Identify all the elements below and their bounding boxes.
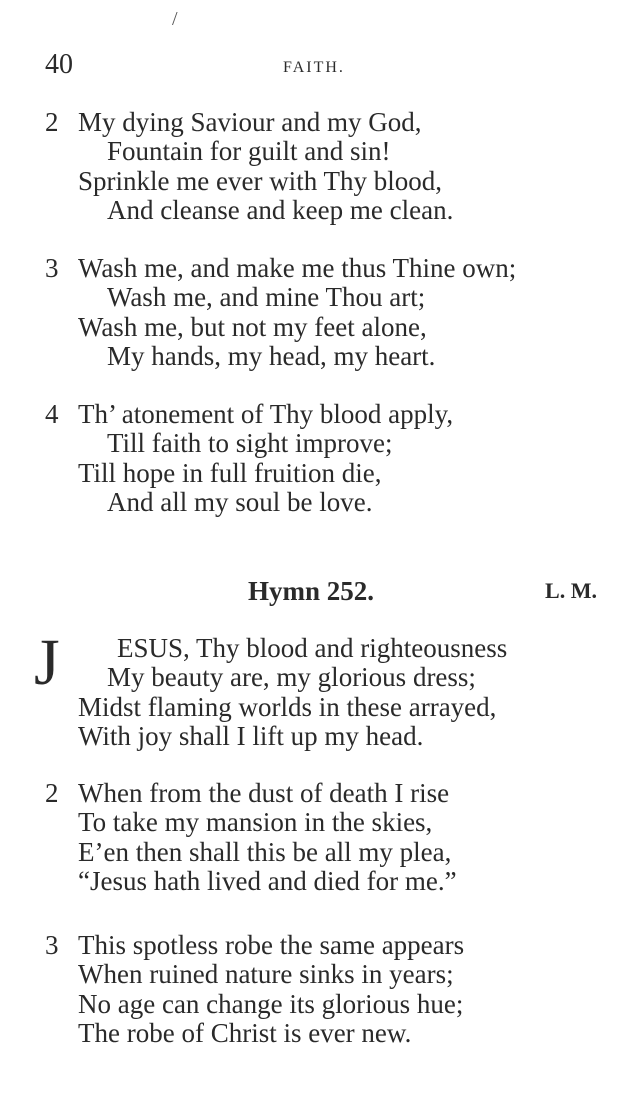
stanza-number: 4 [45, 399, 59, 429]
stanza-line [45, 990, 605, 1019]
stanza-2 [45, 108, 605, 226]
stanza-number: 2 [45, 778, 59, 808]
hymn-heading [45, 574, 597, 608]
stanza-line [45, 167, 605, 196]
line-text: With joy shall I lift up my head. [78, 721, 424, 752]
line-text: My beauty are, my glorious dress; [107, 662, 476, 693]
page-header [45, 50, 595, 84]
line-text: When from the dust of death I rise [78, 778, 450, 808]
stanza-line [45, 429, 605, 458]
stanza-line [45, 722, 605, 751]
stanza-line [45, 1019, 605, 1048]
stanza-number: 3 [45, 930, 59, 960]
stanza-line [45, 960, 605, 989]
stanza-line [45, 808, 605, 837]
stanza-line [45, 867, 605, 896]
stanza-line [45, 342, 605, 371]
stanza-line [45, 779, 605, 808]
stanza-number: 3 [45, 253, 59, 283]
stanza-4 [45, 400, 605, 518]
line-text: “Jesus hath lived and died for me.” [78, 866, 457, 897]
line-text: No age can change its glorious hue; [78, 988, 464, 1019]
line-text: Th’ atonement of Thy blood apply, [78, 399, 454, 429]
stanza-line [45, 838, 605, 867]
stanza-line [45, 488, 605, 517]
line-text: Till hope in full fruition die, [78, 457, 382, 488]
stanza-line [45, 663, 605, 692]
stanza-line [45, 693, 605, 722]
hymn-stanza-1 [45, 634, 605, 752]
line-text: When ruined nature sinks in years; [78, 959, 454, 990]
stanza-line [45, 313, 605, 342]
line-text: E’en then shall this be all my plea, [78, 836, 452, 867]
margin-mark: / [172, 8, 178, 30]
hymn-title: Hymn 252. [248, 576, 375, 606]
stanza-line [45, 283, 605, 312]
stanza-3 [45, 254, 605, 372]
line-text: My hands, my head, my heart. [107, 341, 436, 372]
stanza-number: 2 [45, 107, 59, 137]
line-text: Fountain for guilt and sin! [107, 136, 391, 167]
line-text: Wash me, but not my feet alone, [78, 311, 427, 342]
hymn-stanza-3 [45, 931, 605, 1049]
line-text: My dying Saviour and my God, [78, 107, 422, 137]
stanza-line [45, 931, 605, 960]
line-text: To take my mansion in the skies, [78, 807, 433, 838]
running-head: FAITH. [283, 59, 345, 76]
hymn-stanza-2 [45, 779, 605, 897]
page-number: 40 [45, 49, 73, 80]
stanza-line [45, 400, 605, 429]
line-text: And all my soul be love. [107, 487, 373, 518]
stanza-line [45, 634, 605, 663]
line-text: And cleanse and keep me clean. [107, 195, 454, 226]
stanza-line [45, 459, 605, 488]
stanza-line [45, 137, 605, 166]
drop-cap: J [34, 626, 60, 699]
line-text: The robe of Christ is ever new. [78, 1018, 412, 1049]
stanza-line [45, 196, 605, 225]
line-text: Till faith to sight improve; [107, 428, 393, 459]
line-text: This spotless robe the same appears [78, 930, 465, 960]
line-text: Wash me, and make me thus Thine own; [78, 253, 517, 283]
line-text: Midst flaming worlds in these arrayed, [78, 691, 497, 722]
line-text: Sprinkle me ever with Thy blood, [78, 165, 442, 196]
stanza-line [45, 254, 605, 283]
line-text: Wash me, and mine Thou art; [107, 282, 426, 313]
line-text: ESUS, Thy blood and righteousness [117, 633, 508, 663]
stanza-line [45, 108, 605, 137]
hymn-meter: L. M. [545, 578, 597, 603]
